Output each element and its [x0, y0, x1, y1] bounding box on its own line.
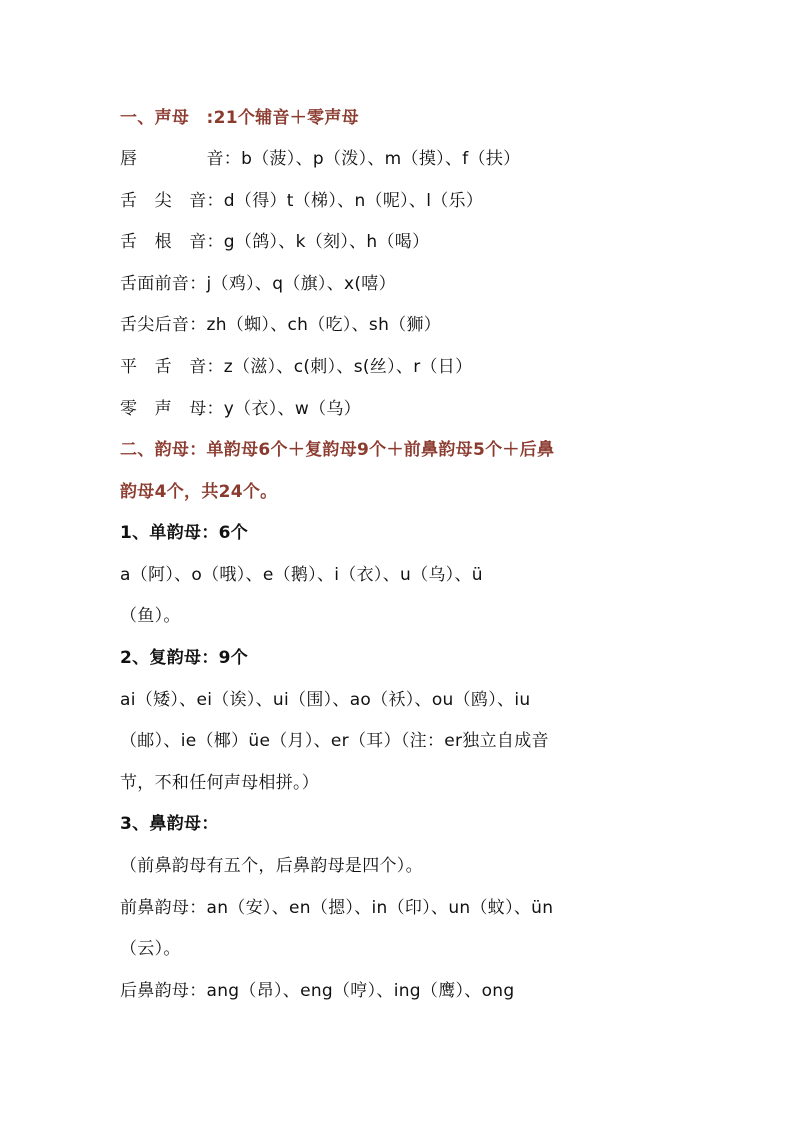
consonant-row-alveolar: 舌 尖 音：d（得）t（梯）、n（呢）、l（乐） — [120, 191, 484, 211]
nasal-finals-line: 后鼻韵母：ang（昂）、eng（哼）、ing（鹰）、ong — [120, 981, 515, 1001]
consonant-row-dental: 平 舌 音：z（滋）、c(刺）、s(丝）、r（日） — [120, 357, 473, 377]
compound-finals-line: ai（矮）、ei（诶）、ui（围）、ao（袄）、ou（鸥）、iu — [120, 690, 531, 710]
section2-heading-line1: 二、韵母：单韵母6个＋复韵母9个＋前鼻韵母5个＋后鼻 — [120, 440, 555, 460]
simple-finals-title: 1、单韵母：6个 — [120, 523, 249, 543]
nasal-finals-title: 3、鼻韵母： — [120, 814, 219, 834]
consonant-row-velar: 舌 根 音：g（鸽）、k（刻）、h（喝） — [120, 232, 430, 252]
simple-finals-line: （鱼）。 — [120, 606, 181, 626]
nasal-finals-line: （云）。 — [120, 939, 181, 959]
section1-heading: 一、声母 :21个辅音＋零声母 — [120, 108, 359, 128]
consonant-row-palatal: 舌面前音：j（鸡）、q（旗）、x(嘻） — [120, 274, 396, 294]
compound-finals-line: （邮）、ie（椰）üe（月）、er（耳）（注：er独立自成音 — [120, 731, 549, 751]
consonant-row-retroflex: 舌尖后音：zh（蜘）、ch（吃）、sh（狮） — [120, 315, 442, 335]
consonant-row-labial: 唇 音：b（菠）、p（泼）、m（摸）、f（扶） — [120, 149, 521, 169]
compound-finals-line: 节，不和任何声母相拼。） — [120, 773, 320, 793]
nasal-finals-line: （前鼻韵母有五个，后鼻韵母是四个）。 — [120, 856, 423, 876]
section2-heading-line2: 韵母4个，共24个。 — [120, 482, 278, 502]
simple-finals-line: a（阿）、o（哦）、e（鹅）、i（衣）、u（乌）、ü — [120, 565, 483, 585]
nasal-finals-line: 前鼻韵母：an（安）、en（摁）、in（印）、un（蚊）、ün — [120, 898, 554, 918]
compound-finals-title: 2、复韵母：9个 — [120, 648, 249, 668]
consonant-row-zero-initial: 零 声 母：y（衣）、w（乌） — [120, 399, 361, 419]
